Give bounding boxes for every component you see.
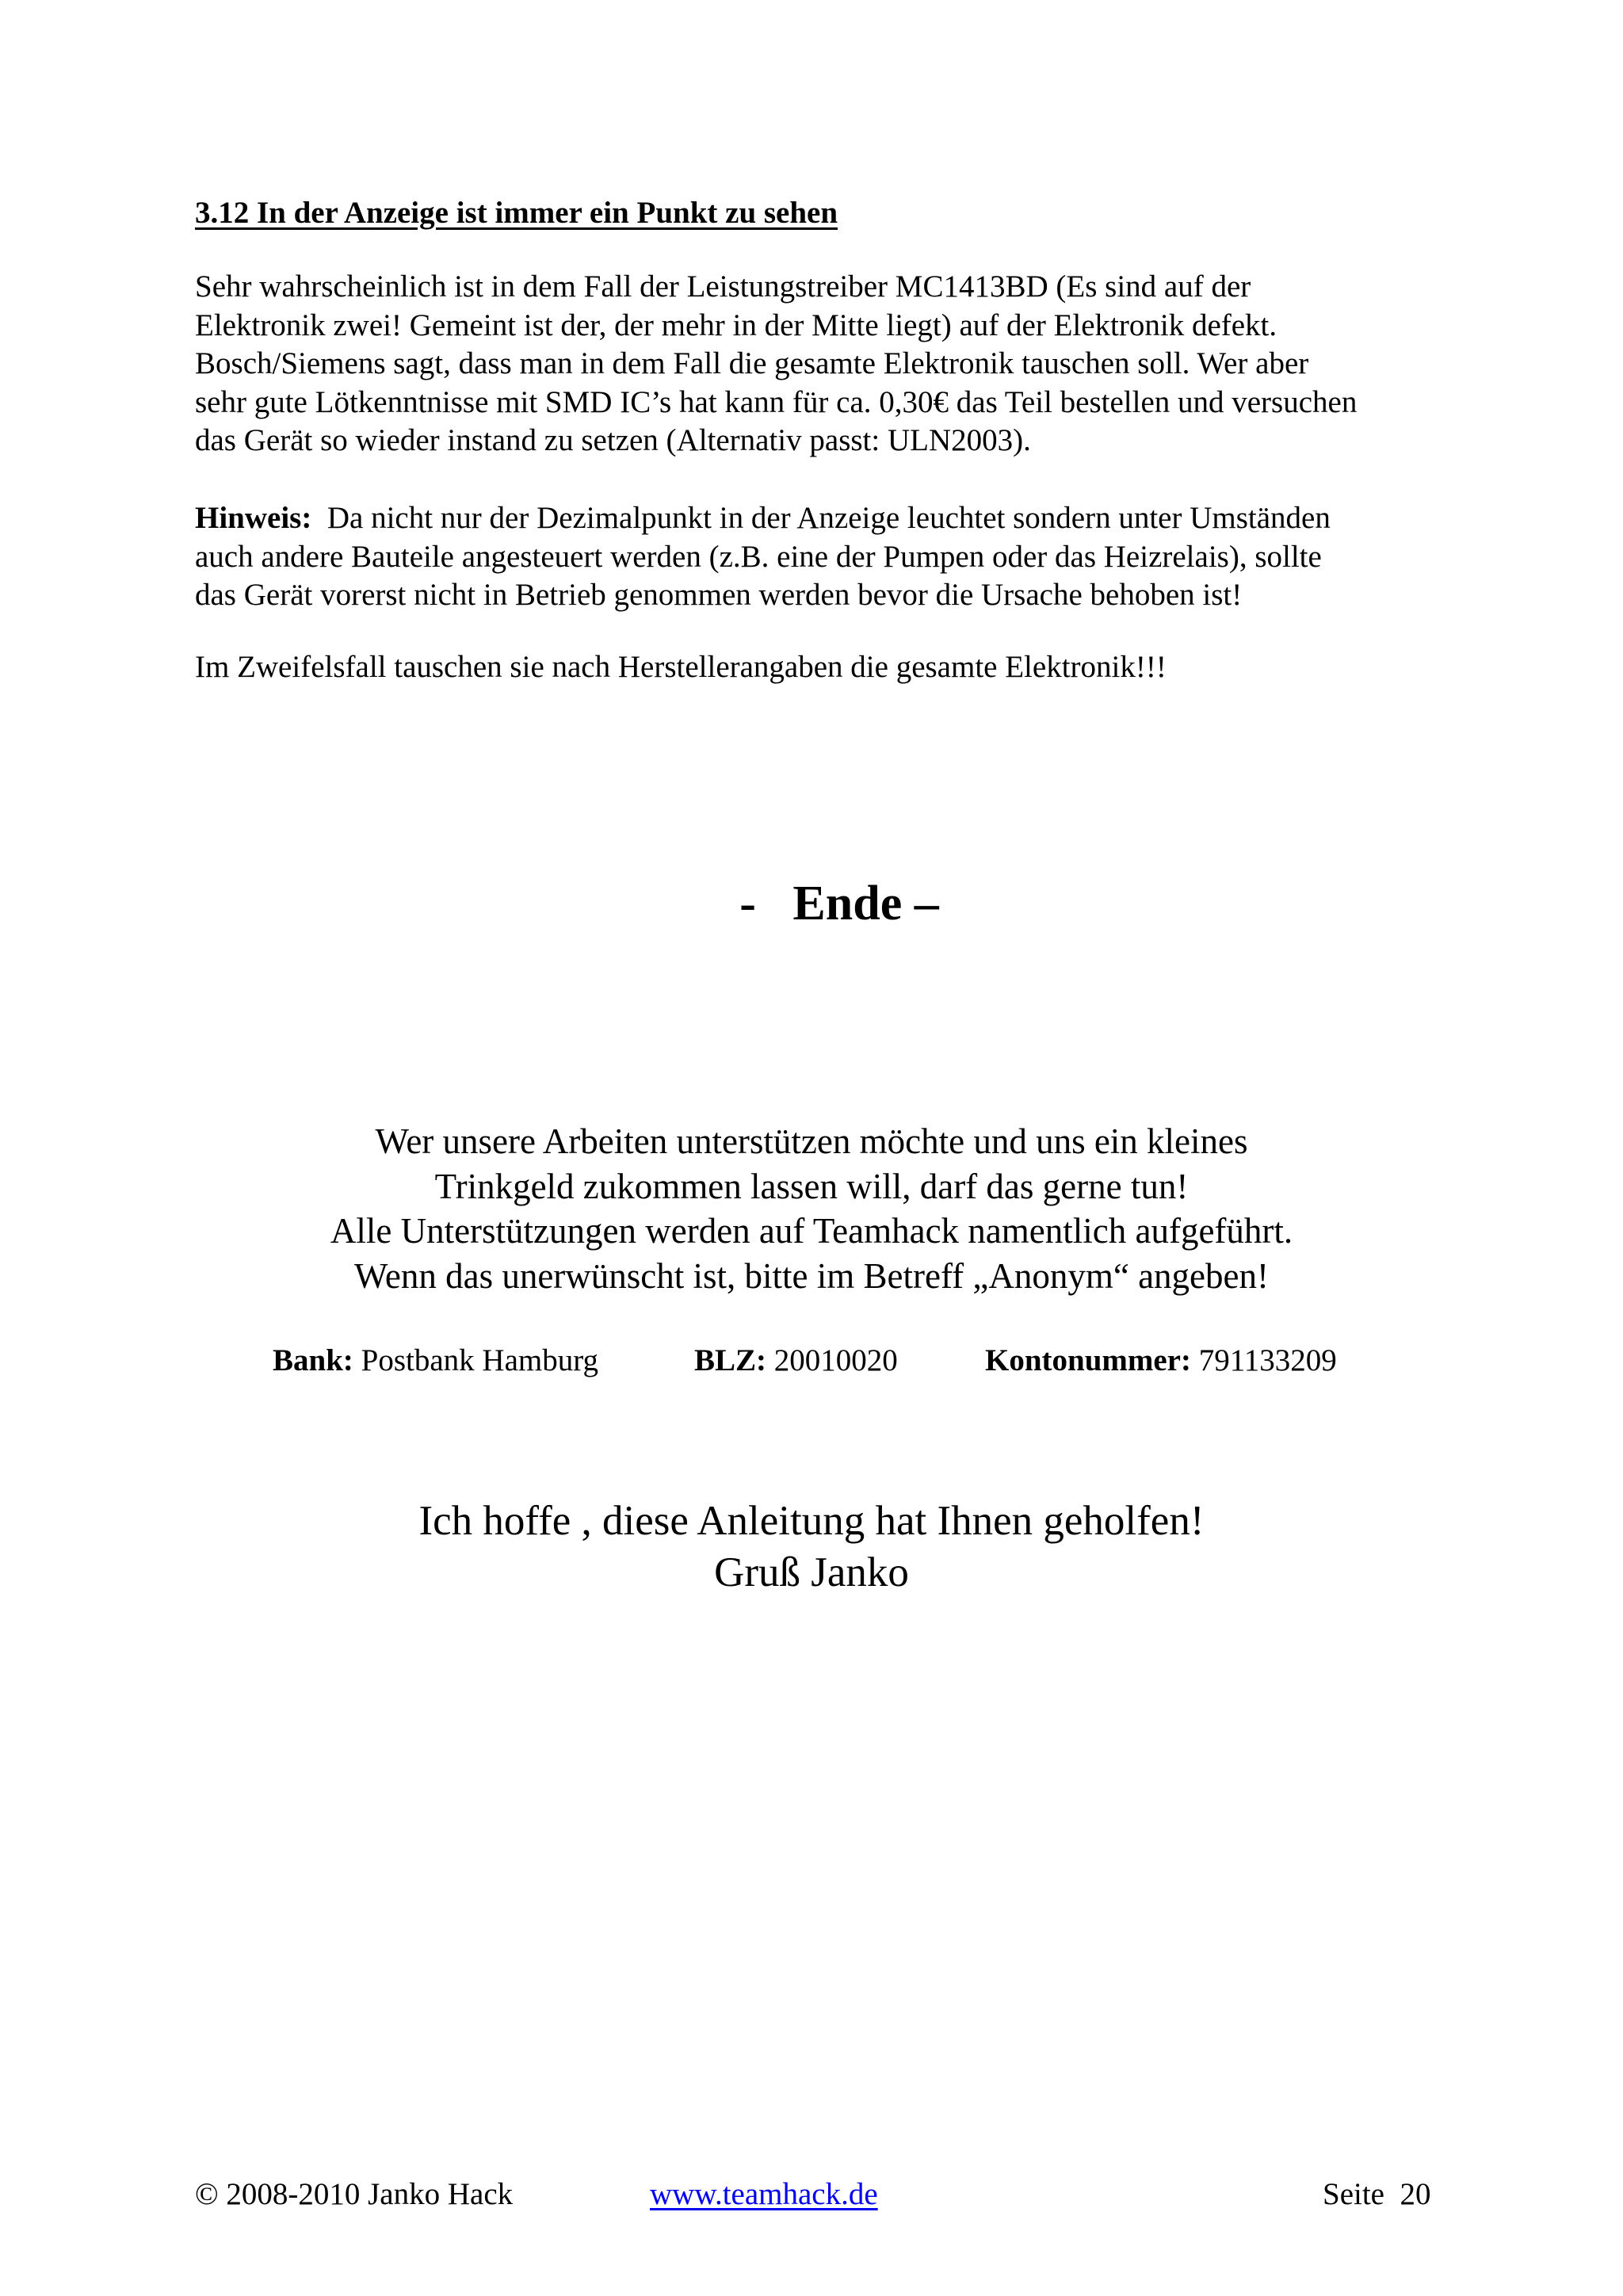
hint-text: Da nicht nur der Dezimalpunkt in der Anzeige leuchtet sondern unter Umständen <box>311 501 1331 535</box>
bank-label: Bank: <box>273 1343 353 1377</box>
paragraph-line: auch andere Bauteile angesteuert werden (z.B. eine der Pumpen oder das Heizrelais), sollte <box>195 539 1322 574</box>
support-line: Trinkgeld zukommen lassen will, darf das gerne tun! <box>434 1166 1189 1206</box>
footer-copyright: © 2008-2010 Janko Hack <box>195 2177 514 2211</box>
bank-name <box>273 1341 598 1381</box>
blz-value: 20010020 <box>766 1343 898 1377</box>
support-message <box>0 1119 1623 1298</box>
bank-code <box>694 1341 898 1381</box>
account-number <box>985 1341 1337 1381</box>
paragraph-line: das Gerät so wieder instand zu setzen (Alternativ passt: ULN2003). <box>195 423 1031 457</box>
closing-message <box>0 1496 1623 1599</box>
section-heading: 3.12 In der Anzeige ist immer ein Punkt zu sehen <box>195 196 838 230</box>
support-line: Wenn das unerwünscht ist, bitte im Betreff „Anonym“ angeben! <box>354 1255 1269 1296</box>
paragraph-line: Bosch/Siemens sagt, dass man in dem Fall die gesamte Elektronik tauschen soll. Wer aber <box>195 346 1309 380</box>
footer-website-link[interactable]: www.teamhack.de <box>650 2177 878 2211</box>
closing-signature: Gruß Janko <box>714 1549 909 1595</box>
end-marker <box>0 872 1623 935</box>
footer-page-number: Seite 20 <box>1323 2177 1431 2211</box>
paragraph-line: Sehr wahrscheinlich ist in dem Fall der Leistungstreiber MC1413BD (Es sind auf der <box>195 269 1251 304</box>
paragraph-hint <box>195 499 1439 615</box>
closing-line: Ich hoffe , diese Anleitung hat Ihnen geholfen! <box>418 1498 1205 1544</box>
paragraph-line: das Gerät vorerst nicht in Betrieb genommen werden bevor die Ursache behoben ist! <box>195 578 1243 612</box>
paragraph-line: Elektronik zwei! Gemeint ist der, der mehr in der Mitte liegt) auf der Elektronik defekt. <box>195 308 1277 342</box>
paragraph-cause <box>195 268 1439 460</box>
account-label: Kontonummer: <box>985 1343 1191 1377</box>
end-marker-text: - Ende – <box>739 877 939 930</box>
paragraph-line <box>195 499 1439 538</box>
support-line: Alle Unterstützungen werden auf Teamhack namentlich aufgeführt. <box>330 1211 1293 1251</box>
account-value: 791133209 <box>1190 1343 1337 1377</box>
blz-label: BLZ: <box>694 1343 767 1377</box>
bank-value: Postbank Hamburg <box>353 1343 598 1377</box>
paragraph-warning <box>195 648 1439 687</box>
paragraph-line: Im Zweifelsfall tauschen sie nach Herstellerangaben die gesamte Elektronik!!! <box>195 650 1167 684</box>
paragraph-line: sehr gute Lötkenntnisse mit SMD IC’s hat kann für ca. 0,30€ das Teil bestellen und versuchen <box>195 384 1358 419</box>
support-line: Wer unsere Arbeiten unterstützen möchte und uns ein kleines <box>375 1121 1248 1161</box>
hint-label: Hinweis: <box>195 501 312 535</box>
